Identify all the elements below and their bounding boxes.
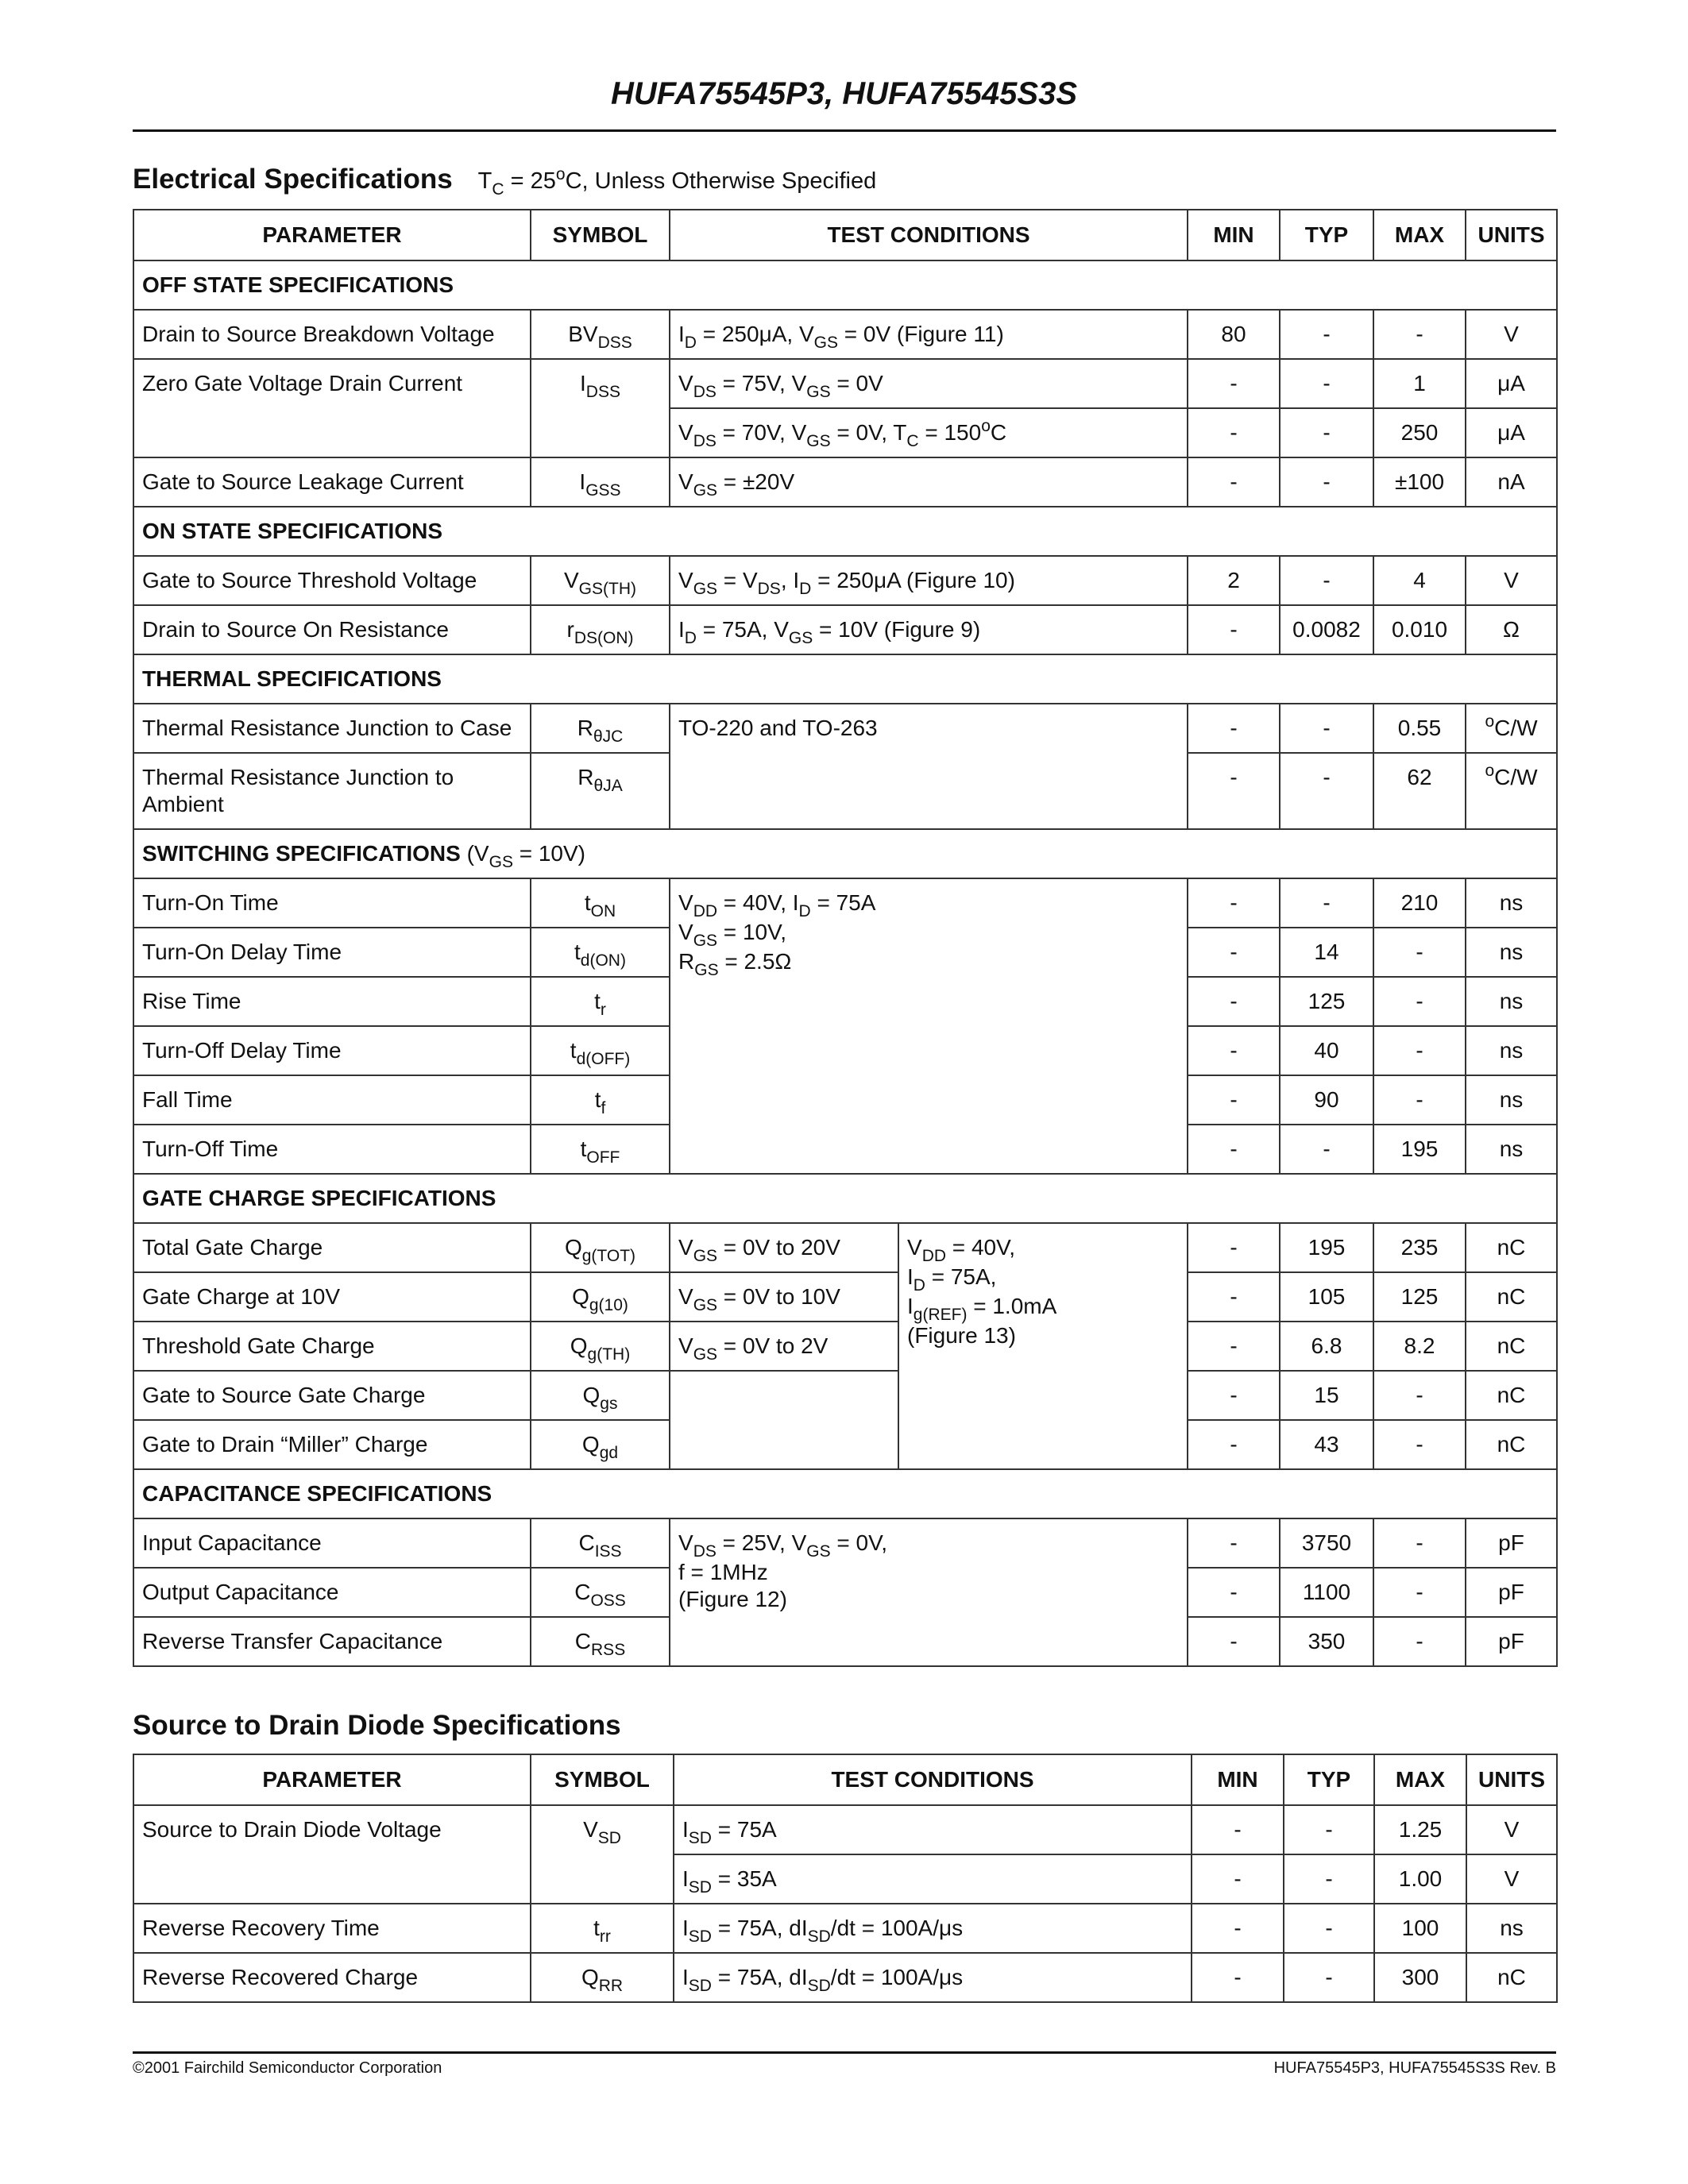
max-cell: 210 bbox=[1373, 878, 1466, 928]
typ-cell: - bbox=[1280, 753, 1373, 829]
section-header: GATE CHARGE SPECIFICATIONS bbox=[133, 1174, 1557, 1223]
table-row bbox=[133, 1371, 1557, 1420]
electrical-spec-title: Electrical Specifications bbox=[133, 164, 453, 195]
param-cell: Gate to Source Threshold Voltage bbox=[133, 556, 531, 605]
symbol-cell: $Q_{gd}$ bbox=[531, 1420, 670, 1469]
param-cell: Turn-On Time bbox=[133, 878, 531, 928]
param-cell: Drain to Source On Resistance bbox=[133, 605, 531, 654]
symbol-cell: $V_{GS(TH)}$ bbox=[531, 556, 670, 605]
table-row bbox=[133, 310, 1557, 359]
section-header: ON STATE SPECIFICATIONS bbox=[133, 507, 1557, 556]
symbol-cell: $t_{d(ON)}$ bbox=[531, 928, 670, 977]
condition-cell: $I_D = 250\mu A$, $V_{GS} = 0V$ (Figure 11) bbox=[670, 310, 1188, 359]
typ-cell: 6.8 bbox=[1280, 1322, 1373, 1371]
max-cell: - bbox=[1373, 977, 1466, 1026]
typ-cell: - bbox=[1280, 878, 1373, 928]
min-cell: - bbox=[1188, 753, 1280, 829]
param-cell: Zero Gate Voltage Drain Current bbox=[133, 359, 531, 457]
symbol-cell: $Q_{g(TH)}$ bbox=[531, 1322, 670, 1371]
max-cell: 1 bbox=[1373, 359, 1466, 408]
typ-cell: 43 bbox=[1280, 1420, 1373, 1469]
typ-cell: 105 bbox=[1280, 1272, 1373, 1322]
symbol-cell: $t_{ON}$ bbox=[531, 878, 670, 928]
condition-cell: $I_{SD} = 75A$ bbox=[674, 1805, 1192, 1854]
typ-cell: 125 bbox=[1280, 977, 1373, 1026]
min-cell: - bbox=[1188, 1223, 1280, 1272]
max-cell: - bbox=[1373, 1518, 1466, 1568]
col-header: SYMBOL bbox=[531, 210, 670, 260]
col-header: MAX bbox=[1373, 210, 1466, 260]
symbol-cell: $C_{RSS}$ bbox=[531, 1617, 670, 1666]
condition-cell: $V_{GS} = \pm 20V$ bbox=[670, 457, 1188, 507]
unit-cell: V bbox=[1466, 1805, 1557, 1854]
param-cell: Gate to Source Leakage Current bbox=[133, 457, 531, 507]
col-header: PARAMETER bbox=[133, 1754, 531, 1805]
condition-cell: $V_{DS} = 70V$, $V_{GS} = 0V$, $T_C = 150^oC$ bbox=[670, 408, 1188, 457]
symbol-cell: $t_r$ bbox=[531, 977, 670, 1026]
max-cell: 0.010 bbox=[1373, 605, 1466, 654]
condition-cell: $V_{DS} = 25V$, $V_{GS} = 0V$, f = 1MHz (Figure 12) bbox=[670, 1518, 1188, 1666]
min-cell: - bbox=[1192, 1953, 1284, 2002]
min-cell: 2 bbox=[1188, 556, 1280, 605]
table-header-row bbox=[133, 1754, 1557, 1805]
unit-cell: ns bbox=[1466, 977, 1557, 1026]
unit-cell: ns bbox=[1466, 928, 1557, 977]
max-cell: 235 bbox=[1373, 1223, 1466, 1272]
unit-cell: nC bbox=[1466, 1371, 1557, 1420]
typ-cell: 40 bbox=[1280, 1026, 1373, 1075]
typ-cell: 195 bbox=[1280, 1223, 1373, 1272]
unit-cell: nC bbox=[1466, 1953, 1557, 2002]
min-cell: - bbox=[1188, 704, 1280, 753]
param-cell: Turn-On Delay Time bbox=[133, 928, 531, 977]
unit-cell: pF bbox=[1466, 1568, 1557, 1617]
unit-cell: V bbox=[1466, 1854, 1557, 1904]
min-cell: 80 bbox=[1188, 310, 1280, 359]
symbol-cell: $I_{GSS}$ bbox=[531, 457, 670, 507]
unit-cell: nC bbox=[1466, 1322, 1557, 1371]
unit-cell: $^o$C/W bbox=[1466, 704, 1557, 753]
symbol-cell: $BV_{DSS}$ bbox=[531, 310, 670, 359]
unit-cell: ns bbox=[1466, 878, 1557, 928]
table-row bbox=[133, 1518, 1557, 1568]
table-header-row bbox=[133, 210, 1557, 260]
typ-cell: - bbox=[1280, 408, 1373, 457]
param-cell: Gate Charge at 10V bbox=[133, 1272, 531, 1322]
param-cell: Fall Time bbox=[133, 1075, 531, 1125]
max-cell: 300 bbox=[1374, 1953, 1466, 2002]
max-cell: - bbox=[1373, 1371, 1466, 1420]
table-row bbox=[133, 1272, 1557, 1322]
condition-cell: $V_{DD} = 40V$, $I_D = 75A$, $I_{g(REF)} = 1.0mA$ (Figure 13) bbox=[898, 1223, 1188, 1469]
typ-cell: - bbox=[1284, 1854, 1374, 1904]
min-cell: - bbox=[1188, 1125, 1280, 1174]
electrical-spec-table bbox=[133, 209, 1558, 1667]
unit-cell: nC bbox=[1466, 1223, 1557, 1272]
symbol-cell: $t_f$ bbox=[531, 1075, 670, 1125]
header-rule bbox=[133, 129, 1556, 132]
min-cell: - bbox=[1188, 1617, 1280, 1666]
min-cell: - bbox=[1192, 1904, 1284, 1953]
unit-cell: ns bbox=[1466, 1904, 1557, 1953]
max-cell: 100 bbox=[1374, 1904, 1466, 1953]
symbol-cell: $R_{\theta JC}$ bbox=[531, 704, 670, 753]
col-header: TYP bbox=[1280, 210, 1373, 260]
min-cell: - bbox=[1188, 1568, 1280, 1617]
min-cell: - bbox=[1192, 1854, 1284, 1904]
param-cell: Gate to Drain “Miller” Charge bbox=[133, 1420, 531, 1469]
diode-spec-heading bbox=[133, 1710, 621, 1742]
symbol-cell: $R_{\theta JA}$ bbox=[531, 753, 670, 829]
symbol-cell: $I_{DSS}$ bbox=[531, 359, 670, 457]
param-cell: Threshold Gate Charge bbox=[133, 1322, 531, 1371]
table-row bbox=[133, 605, 1557, 654]
table-row bbox=[133, 704, 1557, 753]
param-cell: Total Gate Charge bbox=[133, 1223, 531, 1272]
col-header: TYP bbox=[1284, 1754, 1374, 1805]
min-cell: - bbox=[1188, 977, 1280, 1026]
param-cell: Reverse Transfer Capacitance bbox=[133, 1617, 531, 1666]
typ-cell: - bbox=[1280, 457, 1373, 507]
col-header: SYMBOL bbox=[531, 1754, 674, 1805]
max-cell: - bbox=[1373, 1075, 1466, 1125]
param-cell: Output Capacitance bbox=[133, 1568, 531, 1617]
col-header: UNITS bbox=[1466, 210, 1557, 260]
max-cell: - bbox=[1373, 1026, 1466, 1075]
unit-cell: ns bbox=[1466, 1026, 1557, 1075]
max-cell: 4 bbox=[1373, 556, 1466, 605]
min-cell: - bbox=[1188, 1322, 1280, 1371]
max-cell: 0.55 bbox=[1373, 704, 1466, 753]
unit-cell: nC bbox=[1466, 1420, 1557, 1469]
condition-cell-empty bbox=[670, 1371, 898, 1469]
condition-cell: $V_{GS} = 0V$ to 10V bbox=[670, 1272, 898, 1322]
symbol-cell: $Q_{gs}$ bbox=[531, 1371, 670, 1420]
electrical-spec-heading bbox=[133, 164, 877, 199]
typ-cell: - bbox=[1284, 1805, 1374, 1854]
unit-cell: pF bbox=[1466, 1518, 1557, 1568]
col-header: MAX bbox=[1374, 1754, 1466, 1805]
param-cell: Reverse Recovery Time bbox=[133, 1904, 531, 1953]
max-cell: 125 bbox=[1373, 1272, 1466, 1322]
condition-cell: $V_{GS} = V_{DS}$, $I_D = 250\mu A$ (Figure 10) bbox=[670, 556, 1188, 605]
symbol-cell: $V_{SD}$ bbox=[531, 1805, 674, 1904]
condition-cell: $V_{GS} = 0V$ to 2V bbox=[670, 1322, 898, 1371]
param-cell: Rise Time bbox=[133, 977, 531, 1026]
section-header: CAPACITANCE SPECIFICATIONS bbox=[133, 1469, 1557, 1518]
param-cell: Source to Drain Diode Voltage bbox=[133, 1805, 531, 1904]
max-cell: 250 bbox=[1373, 408, 1466, 457]
param-cell: Turn-Off Delay Time bbox=[133, 1026, 531, 1075]
table-row bbox=[133, 1223, 1557, 1272]
typ-cell: - bbox=[1280, 310, 1373, 359]
col-header: TEST CONDITIONS bbox=[674, 1754, 1192, 1805]
max-cell: 1.25 bbox=[1374, 1805, 1466, 1854]
condition-cell: $I_{SD} = 75A$, $dI_{SD}/dt = 100A/\mu s$ bbox=[674, 1953, 1192, 2002]
unit-cell: ns bbox=[1466, 1075, 1557, 1125]
typ-cell: - bbox=[1284, 1953, 1374, 2002]
col-header: MIN bbox=[1192, 1754, 1284, 1805]
footer-rule bbox=[133, 2051, 1556, 2054]
param-cell: Drain to Source Breakdown Voltage bbox=[133, 310, 531, 359]
diode-spec-title: Source to Drain Diode Specifications bbox=[133, 1710, 621, 1741]
unit-cell: nA bbox=[1466, 457, 1557, 507]
param-cell: Thermal Resistance Junction to Ambient bbox=[133, 753, 531, 829]
unit-cell: μA bbox=[1466, 359, 1557, 408]
symbol-cell: $Q_{RR}$ bbox=[531, 1953, 674, 2002]
unit-cell: $^o$C/W bbox=[1466, 753, 1557, 829]
symbol-cell: $C_{OSS}$ bbox=[531, 1568, 670, 1617]
col-header: PARAMETER bbox=[133, 210, 531, 260]
table-row bbox=[133, 1805, 1557, 1854]
unit-cell: pF bbox=[1466, 1617, 1557, 1666]
param-cell: Turn-Off Time bbox=[133, 1125, 531, 1174]
param-cell: Thermal Resistance Junction to Case bbox=[133, 704, 531, 753]
condition-cell: $I_D = 75A$, $V_{GS} = 10V$ (Figure 9) bbox=[670, 605, 1188, 654]
max-cell: 8.2 bbox=[1373, 1322, 1466, 1371]
min-cell: - bbox=[1188, 1518, 1280, 1568]
typ-cell: 1100 bbox=[1280, 1568, 1373, 1617]
min-cell: - bbox=[1188, 1272, 1280, 1322]
table-row bbox=[133, 359, 1557, 408]
param-cell: Gate to Source Gate Charge bbox=[133, 1371, 531, 1420]
symbol-cell: $Q_{g(10)}$ bbox=[531, 1272, 670, 1322]
col-header: TEST CONDITIONS bbox=[670, 210, 1188, 260]
typ-cell: 14 bbox=[1280, 928, 1373, 977]
unit-cell: nC bbox=[1466, 1272, 1557, 1322]
symbol-cell: $Q_{g(TOT)}$ bbox=[531, 1223, 670, 1272]
unit-cell: V bbox=[1466, 310, 1557, 359]
min-cell: - bbox=[1188, 878, 1280, 928]
table-row bbox=[133, 1322, 1557, 1371]
table-row bbox=[133, 457, 1557, 507]
condition-cell: $V_{DD} = 40V$, $I_D = 75A$ $V_{GS} = 10V$, $R_{GS} = 2.5\Omega$ bbox=[670, 878, 1188, 1174]
col-header: MIN bbox=[1188, 210, 1280, 260]
electrical-spec-conditions: $T_C = 25^oC$, Unless Otherwise Specified bbox=[477, 165, 877, 199]
max-cell: 1.00 bbox=[1374, 1854, 1466, 1904]
typ-cell: - bbox=[1280, 359, 1373, 408]
section-header: THERMAL SPECIFICATIONS bbox=[133, 654, 1557, 704]
max-cell: ±100 bbox=[1373, 457, 1466, 507]
typ-cell: 0.0082 bbox=[1280, 605, 1373, 654]
symbol-cell: $t_{rr}$ bbox=[531, 1904, 674, 1953]
typ-cell: 350 bbox=[1280, 1617, 1373, 1666]
condition-cell: TO-220 and TO-263 bbox=[670, 704, 1188, 829]
symbol-cell: $t_{d(OFF)}$ bbox=[531, 1026, 670, 1075]
max-cell: - bbox=[1373, 310, 1466, 359]
symbol-cell: $t_{OFF}$ bbox=[531, 1125, 670, 1174]
table-row bbox=[133, 1953, 1557, 2002]
max-cell: - bbox=[1373, 928, 1466, 977]
min-cell: - bbox=[1188, 408, 1280, 457]
typ-cell: 3750 bbox=[1280, 1518, 1373, 1568]
table-row bbox=[133, 556, 1557, 605]
table-row bbox=[133, 878, 1557, 928]
document-title: HUFA75545P3, HUFA75545S3S bbox=[611, 76, 1077, 111]
unit-cell: ns bbox=[1466, 1125, 1557, 1174]
min-cell: - bbox=[1188, 1371, 1280, 1420]
footer-copyright: ©2001 Fairchild Semiconductor Corporation bbox=[133, 2059, 442, 2077]
symbol-cell: $r_{DS(ON)}$ bbox=[531, 605, 670, 654]
max-cell: - bbox=[1373, 1420, 1466, 1469]
unit-cell: μA bbox=[1466, 408, 1557, 457]
condition-cell: $I_{SD} = 75A$, $dI_{SD}/dt = 100A/\mu s$ bbox=[674, 1904, 1192, 1953]
param-cell: Input Capacitance bbox=[133, 1518, 531, 1568]
unit-cell: V bbox=[1466, 556, 1557, 605]
typ-cell: 90 bbox=[1280, 1075, 1373, 1125]
max-cell: 195 bbox=[1373, 1125, 1466, 1174]
max-cell: 62 bbox=[1373, 753, 1466, 829]
min-cell: - bbox=[1188, 457, 1280, 507]
min-cell: - bbox=[1188, 928, 1280, 977]
min-cell: - bbox=[1188, 359, 1280, 408]
min-cell: - bbox=[1188, 1420, 1280, 1469]
max-cell: - bbox=[1373, 1617, 1466, 1666]
param-cell: Reverse Recovered Charge bbox=[133, 1953, 531, 2002]
col-header: UNITS bbox=[1466, 1754, 1557, 1805]
typ-cell: - bbox=[1280, 1125, 1373, 1174]
condition-cell: $V_{DS} = 75V$, $V_{GS} = 0V$ bbox=[670, 359, 1188, 408]
min-cell: - bbox=[1188, 605, 1280, 654]
typ-cell: - bbox=[1280, 556, 1373, 605]
diode-spec-table bbox=[133, 1754, 1558, 2003]
condition-cell: $I_{SD} = 35A$ bbox=[674, 1854, 1192, 1904]
typ-cell: - bbox=[1280, 704, 1373, 753]
typ-cell: - bbox=[1284, 1904, 1374, 1953]
condition-cell: $V_{GS} = 0V$ to 20V bbox=[670, 1223, 898, 1272]
table-row bbox=[133, 1904, 1557, 1953]
unit-cell: Ω bbox=[1466, 605, 1557, 654]
min-cell: - bbox=[1188, 1075, 1280, 1125]
max-cell: - bbox=[1373, 1568, 1466, 1617]
section-header: SWITCHING SPECIFICATIONS $(V_{GS} = 10V)$ bbox=[133, 829, 1557, 878]
typ-cell: 15 bbox=[1280, 1371, 1373, 1420]
section-header: OFF STATE SPECIFICATIONS bbox=[133, 260, 1557, 310]
footer-part-number: HUFA75545P3, HUFA75545S3S Rev. B bbox=[1273, 2059, 1556, 2077]
min-cell: - bbox=[1192, 1805, 1284, 1854]
min-cell: - bbox=[1188, 1026, 1280, 1075]
symbol-cell: $C_{ISS}$ bbox=[531, 1518, 670, 1568]
